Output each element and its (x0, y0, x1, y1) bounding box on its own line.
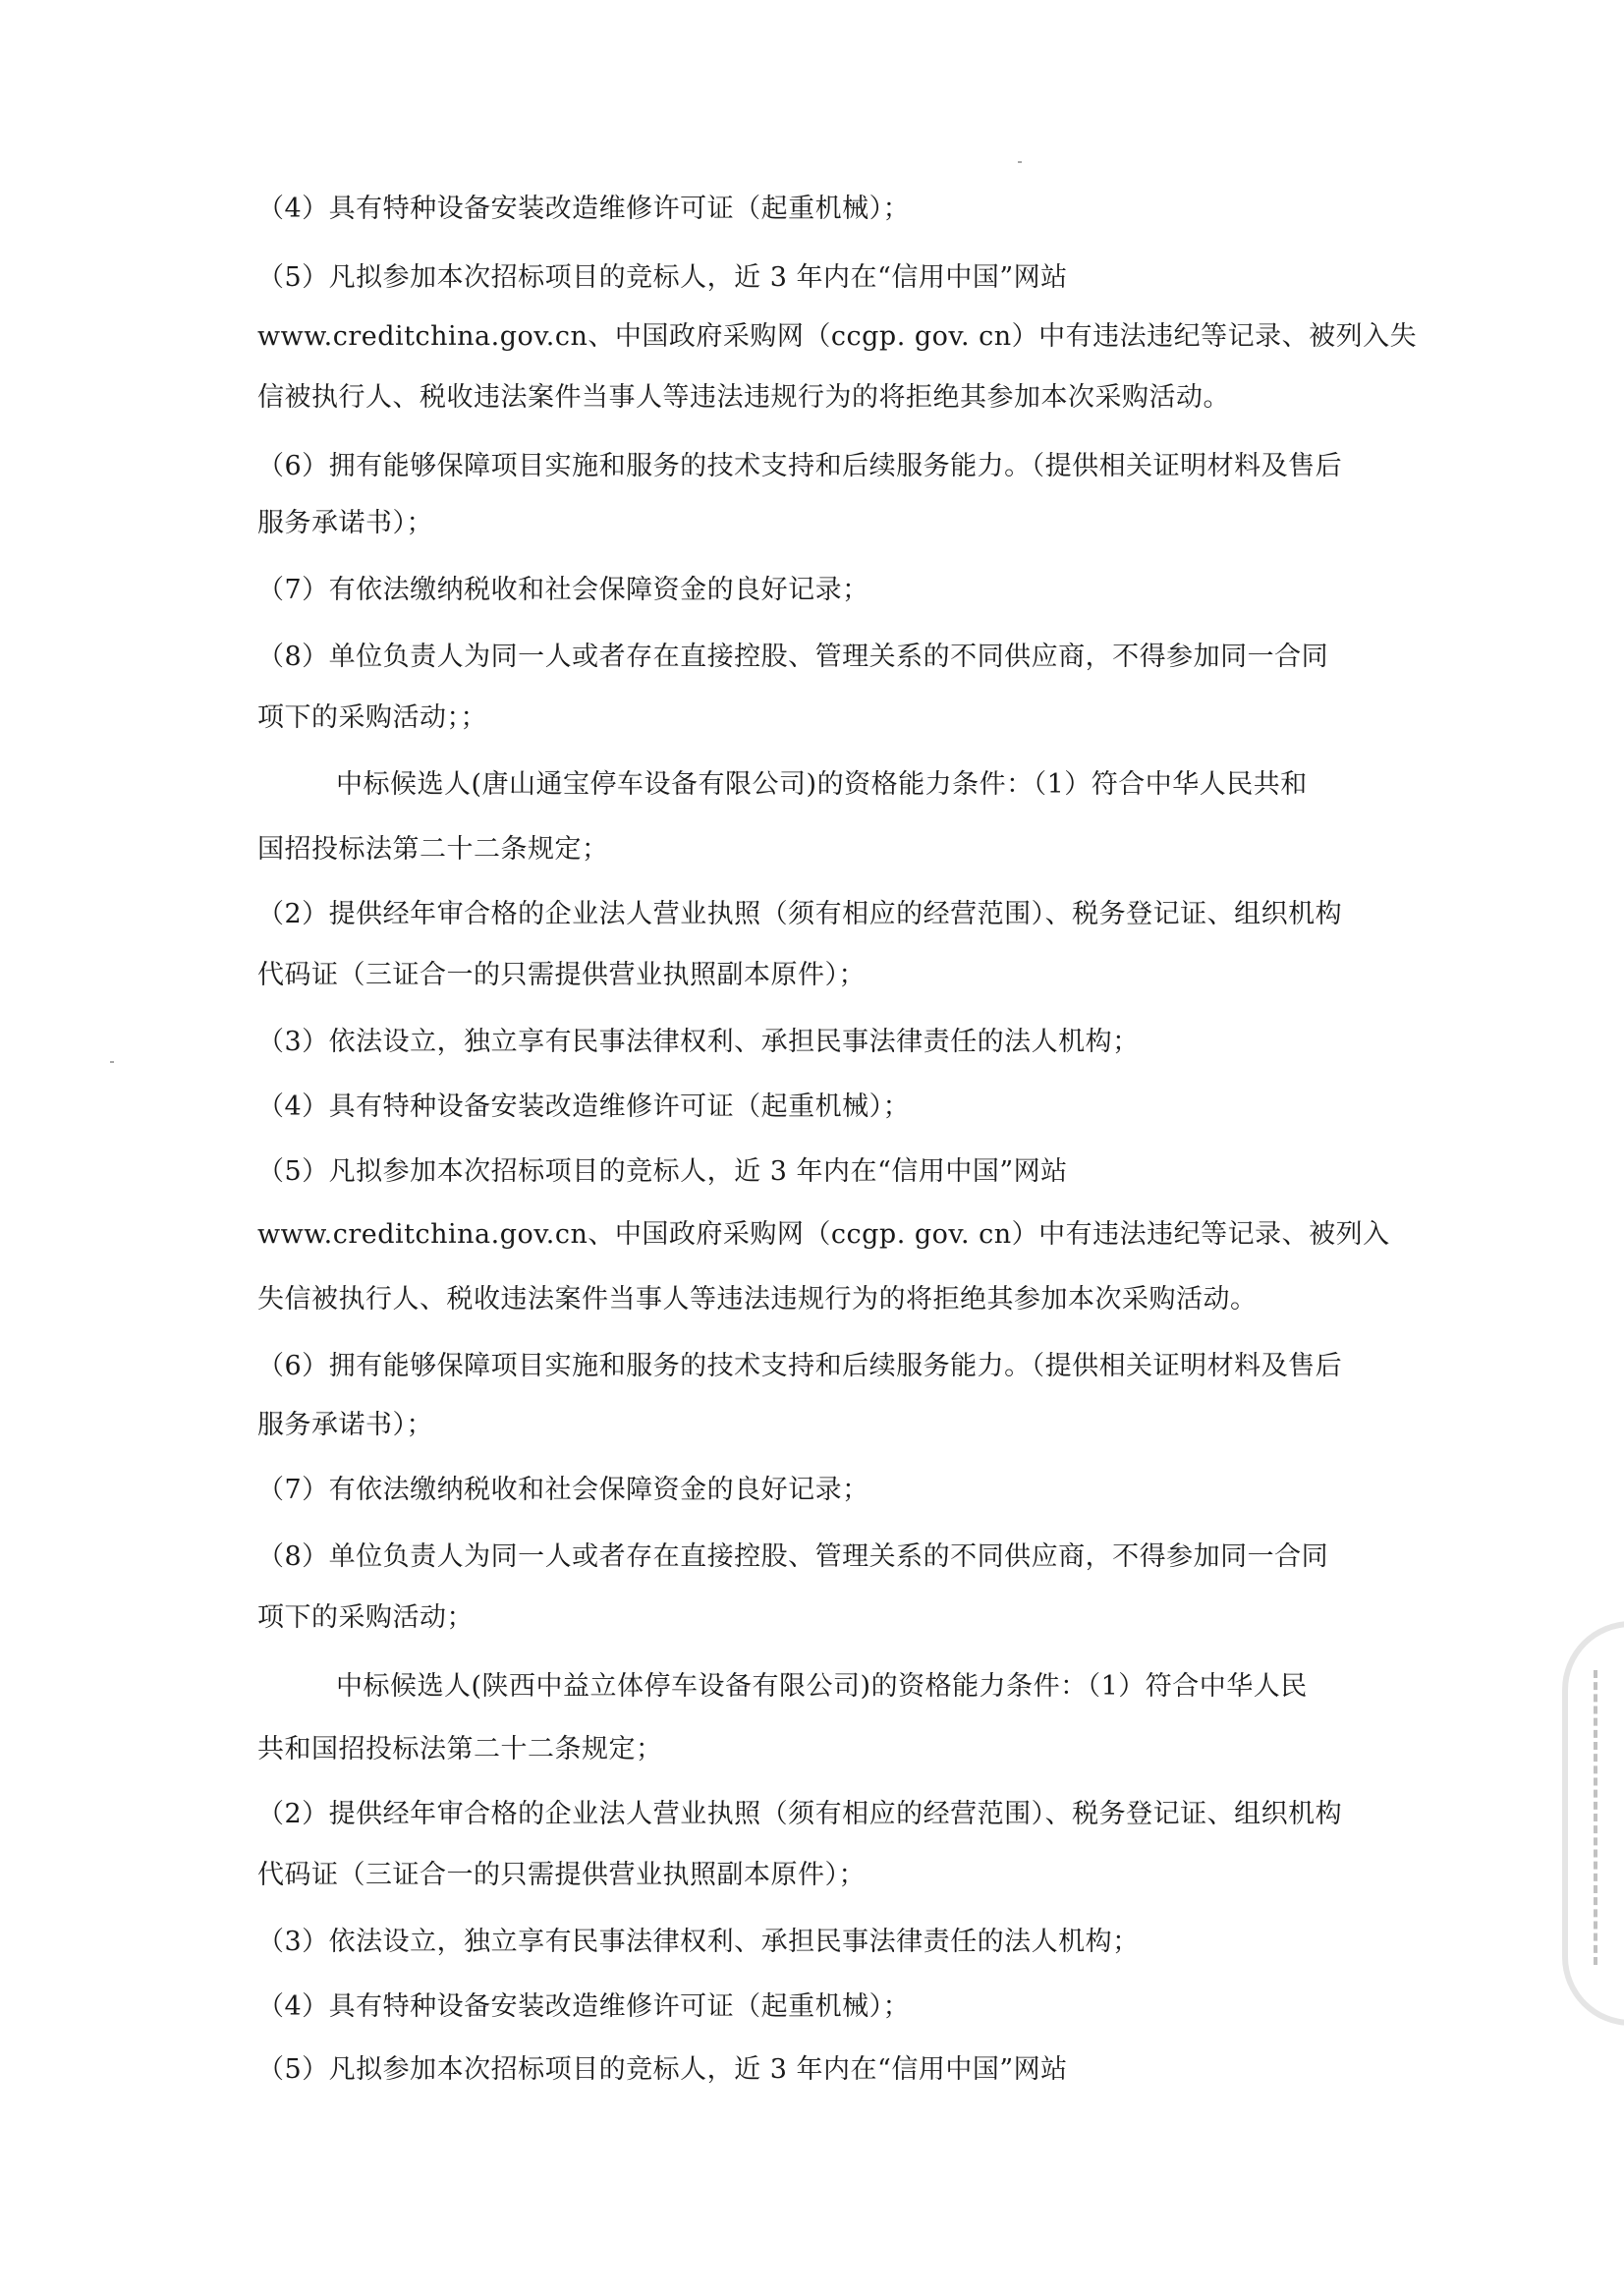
paragraph-heading: 中标候选人(陕西中益立体停车设备有限公司)的资格能力条件：（1）符合中华人民 (336, 1671, 1308, 1702)
text-line: 共和国招投标法第二十二条规定； (257, 1734, 663, 1764)
text-line: 信被执行人、税收违法案件当事人等违法违规行为的将拒绝其参加本次采购活动。 (257, 382, 1230, 413)
text-line: （4）具有特种设备安装改造维修许可证（起重机械）； (257, 194, 911, 224)
text-line: 失信被执行人、税收违法案件当事人等违法违规行为的将拒绝其参加本次采购活动。 (257, 1284, 1258, 1315)
text-line: www.creditchina.gov.cn、中国政府采购网（ccgp. gov. cn）中有违法违纪等记录、被列入失 (257, 321, 1418, 352)
text-line: （8）单位负责人为同一人或者存在直接控股、管理关系的不同供应商，不得参加同一合同 (257, 1541, 1329, 1572)
text-line: （7）有依法缴纳税收和社会保障资金的良好记录； (257, 1475, 869, 1505)
text-line: （5）凡拟参加本次招标项目的竞标人，近 3 年内在“信用中国”网站 (257, 1156, 1068, 1187)
text-line: （5）凡拟参加本次招标项目的竞标人，近 3 年内在“信用中国”网站 (257, 2054, 1068, 2085)
text-line: （5）凡拟参加本次招标项目的竞标人，近 3 年内在“信用中国”网站 (257, 262, 1068, 293)
text-line: （6）拥有能够保障项目实施和服务的技术支持和后续服务能力。（提供相关证明材料及售后 (257, 1351, 1343, 1381)
text-line: （2）提供经年审合格的企业法人营业执照（须有相应的经营范围）、税务登记证、组织机构 (257, 1799, 1343, 1829)
text-line: （3）依法设立，独立享有民事法律权利、承担民事法律责任的法人机构； (257, 1927, 1140, 1957)
text-line: （7）有依法缴纳税收和社会保障资金的良好记录； (257, 575, 869, 605)
text-line: （4）具有特种设备安装改造维修许可证（起重机械）； (257, 1991, 911, 2022)
scan-dot (110, 1061, 114, 1063)
seal-mark (1594, 1670, 1624, 1965)
text-line: 服务承诺书）； (257, 508, 433, 538)
text-line: 代码证（三证合一的只需提供营业执照副本原件）； (257, 1860, 866, 1890)
text-line: 项下的采购活动； (257, 1602, 474, 1633)
text-line: （3）依法设立，独立享有民事法律权利、承担民事法律责任的法人机构； (257, 1027, 1140, 1057)
text-line: （4）具有特种设备安装改造维修许可证（起重机械）； (257, 1092, 911, 1122)
text-line: www.creditchina.gov.cn、中国政府采购网（ccgp. gov. cn）中有违法违纪等记录、被列入 (257, 1219, 1390, 1250)
scan-dot (1018, 161, 1022, 163)
text-line: 代码证（三证合一的只需提供营业执照副本原件）； (257, 960, 866, 990)
text-line: （6）拥有能够保障项目实施和服务的技术支持和后续服务能力。（提供相关证明材料及售后 (257, 451, 1343, 481)
text-line: （2）提供经年审合格的企业法人营业执照（须有相应的经营范围）、税务登记证、组织机构 (257, 899, 1343, 929)
text-line: 国招投标法第二十二条规定； (257, 834, 609, 865)
paragraph-heading: 中标候选人(唐山通宝停车设备有限公司)的资格能力条件：（1）符合中华人民共和 (336, 769, 1308, 800)
text-line: 服务承诺书）； (257, 1410, 433, 1440)
text-line: （8）单位负责人为同一人或者存在直接控股、管理关系的不同供应商，不得参加同一合同 (257, 642, 1329, 672)
text-line: 项下的采购活动；； (257, 702, 487, 733)
